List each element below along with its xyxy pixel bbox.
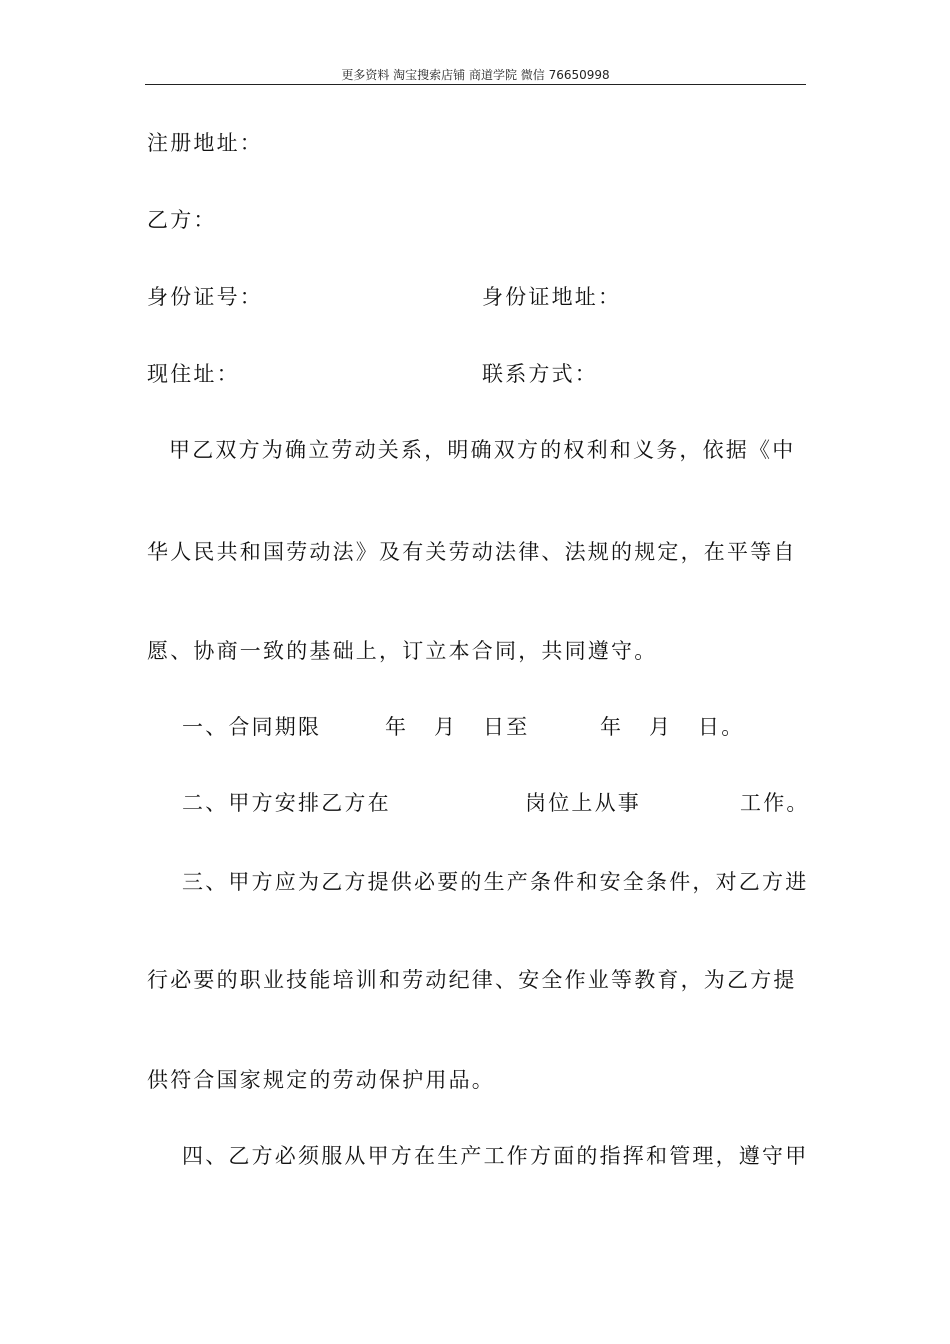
party-b-label: 乙方： bbox=[147, 208, 217, 232]
clause-3-line-3: 供符合国家规定的劳动保护用品。 bbox=[147, 1068, 495, 1092]
clause-1-day-end: 日。 bbox=[698, 715, 745, 739]
current-address-label: 现住址： bbox=[147, 362, 240, 386]
id-number-label: 身份证号： bbox=[147, 285, 263, 309]
header-divider bbox=[145, 84, 806, 85]
clause-3-line-2: 行必要的职业技能培训和劳动纪律、安全作业等教育，为乙方提 bbox=[147, 968, 797, 992]
preamble-line-3: 愿、协商一致的基础上，订立本合同，共同遵守。 bbox=[147, 639, 658, 663]
clause-2-prefix: 二、甲方安排乙方在 bbox=[182, 791, 391, 815]
clause-1-prefix: 一、合同期限 bbox=[182, 715, 322, 739]
clause-1-year-end: 年 bbox=[600, 715, 624, 739]
preamble-line-2: 华人民共和国劳动法》及有关劳动法律、法规的规定，在平等自 bbox=[147, 540, 797, 564]
clause-4-line-1: 四、乙方必须服从甲方在生产工作方面的指挥和管理，遵守甲 bbox=[182, 1144, 809, 1168]
registered-address-label: 注册地址： bbox=[147, 131, 263, 155]
clause-1-day-to: 日至 bbox=[483, 715, 530, 739]
clause-1-month-end: 月 bbox=[649, 715, 673, 739]
clause-1-month-start: 月 bbox=[434, 715, 458, 739]
page-header: 更多资料 淘宝搜索店铺 商道学院 微信 76650998 bbox=[341, 68, 610, 82]
contact-label: 联系方式： bbox=[482, 362, 598, 386]
clause-1-year-start: 年 bbox=[385, 715, 409, 739]
clause-3-line-1: 三、甲方应为乙方提供必要的生产条件和安全条件，对乙方进 bbox=[182, 870, 809, 894]
clause-2-suffix: 工作。 bbox=[740, 791, 810, 815]
id-address-label: 身份证地址： bbox=[482, 285, 622, 309]
preamble-line-1: 甲乙双方为确立劳动关系，明确双方的权利和义务，依据《中 bbox=[169, 438, 796, 462]
clause-2-middle: 岗位上从事 bbox=[525, 791, 641, 815]
